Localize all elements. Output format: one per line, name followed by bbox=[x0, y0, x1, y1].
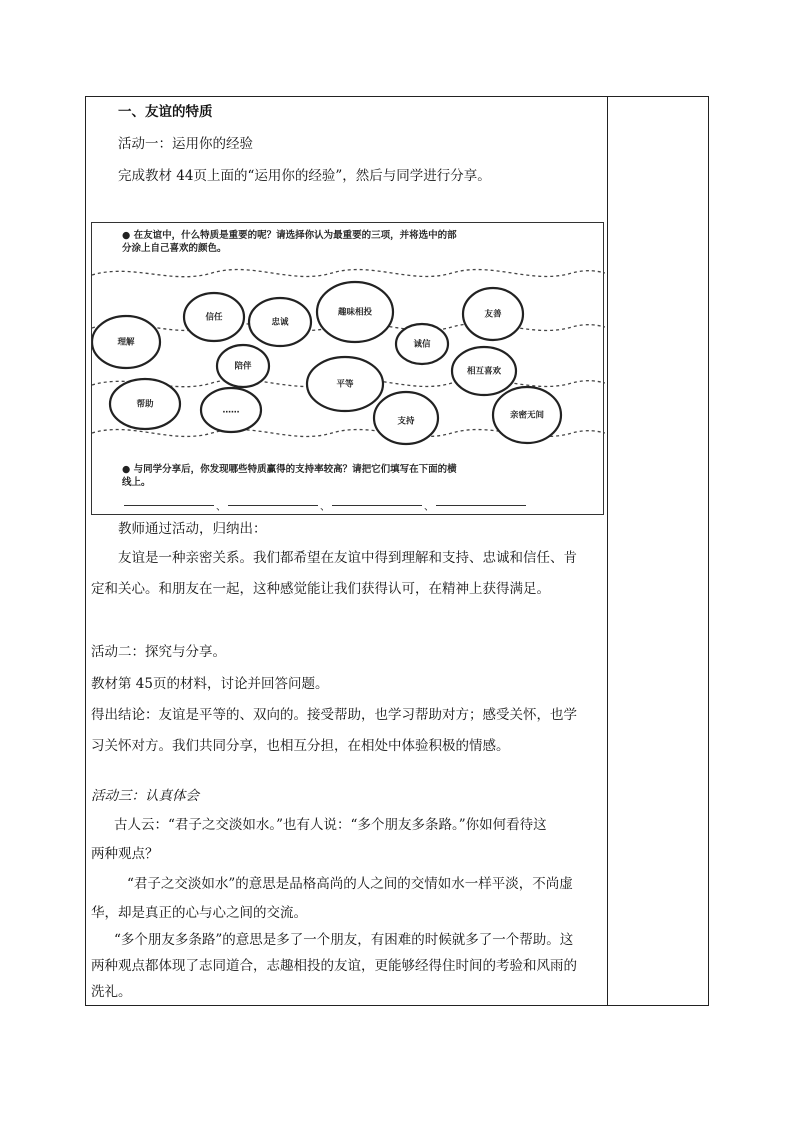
figure-prompt-line2: 线上。 bbox=[122, 477, 151, 488]
answer-blank[interactable] bbox=[124, 505, 214, 506]
teacher-summary-line1: 友谊是一种亲密关系。我们都希望在友谊中得到理解和支持、忠诚和信任、肯 bbox=[118, 550, 577, 566]
answer-blank[interactable] bbox=[436, 505, 526, 506]
bubble-label: 相互喜欢 bbox=[466, 366, 502, 377]
activity3-answer2-line1: “多个朋友多条路”的意思是多了一个朋友，有困难的时候就多了一个帮助。这 bbox=[114, 932, 574, 948]
answer-blank[interactable] bbox=[228, 505, 318, 506]
bubble-label: 理解 bbox=[117, 337, 135, 348]
activity2-title: 活动二：探究与分享。 bbox=[91, 644, 226, 660]
activity3-question-line1: 古人云：“君子之交淡如水。”也有人说：“多个朋友多条路。”你如何看待这 bbox=[114, 817, 547, 833]
activity1-instruction: 完成教材 44页上面的“运用你的经验”，然后与同学进行分享。 bbox=[118, 168, 491, 184]
bubble-label: 帮助 bbox=[136, 399, 154, 410]
activity2-conclusion-line2: 习关怀对方。我们共同分享，也相互分担，在相处中体验积极的情感。 bbox=[91, 738, 510, 754]
section-heading: 一、友谊的特质 bbox=[118, 104, 213, 120]
teacher-summary-intro: 教师通过活动，归纳出： bbox=[118, 521, 267, 537]
wavy-line bbox=[92, 270, 605, 277]
bubble-label: 平等 bbox=[336, 379, 354, 390]
bubble-label: 支持 bbox=[397, 416, 415, 427]
table-column-divider bbox=[607, 96, 608, 1006]
bubble-label: …… bbox=[222, 405, 240, 416]
bubble-label: 诚信 bbox=[413, 339, 431, 350]
blank-separator: 、 bbox=[424, 502, 434, 513]
bubble-label: 亲密无间 bbox=[509, 410, 545, 421]
blank-separator: 、 bbox=[320, 502, 330, 513]
activity3-answer2-line2: 两种观点都体现了志同道合，志趣相投的友谊，更能够经得住时间的考验和风雨的 bbox=[91, 958, 577, 974]
activity2-instruction: 教材第 45页的材料，讨论并回答问题。 bbox=[91, 676, 329, 692]
figure-question-line1: ● 在友谊中，什么特质是重要的呢？请选择你认为最重要的三项，并将选中的部 bbox=[122, 230, 457, 241]
blank-separator: 、 bbox=[216, 502, 226, 513]
bubble-label: 趣味相投 bbox=[337, 307, 373, 318]
bubble-label: 陪伴 bbox=[234, 361, 252, 372]
teacher-summary-line2: 定和关心。和朋友在一起，这种感觉能让我们获得认可，在精神上获得满足。 bbox=[91, 581, 550, 597]
activity1-title: 活动一：运用你的经验 bbox=[118, 136, 253, 152]
friendship-traits-figure bbox=[91, 222, 604, 515]
activity2-conclusion-line1: 得出结论：友谊是平等的、双向的。接受帮助，也学习帮助对方；感受关怀，也学 bbox=[91, 707, 577, 723]
activity3-answer1-line1: “君子之交淡如水”的意思是品格高尚的人之间的交情如水一样平淡，不尚虚 bbox=[127, 876, 573, 892]
bubble-label: 友善 bbox=[484, 309, 502, 320]
activity3-title: 活动三：认真体会 bbox=[91, 788, 199, 804]
activity3-answer1-line2: 华，却是真正的心与心之间的交流。 bbox=[91, 905, 307, 921]
answer-blank[interactable] bbox=[332, 505, 422, 506]
figure-prompt-line1: ● 与同学分享后，你发现哪些特质赢得的支持率较高？请把它们填写在下面的横 bbox=[122, 464, 457, 475]
bubble-label: 忠诚 bbox=[271, 317, 289, 328]
bubble-label: 信任 bbox=[205, 312, 223, 323]
activity3-answer2-line3: 洗礼。 bbox=[91, 984, 132, 1000]
activity3-question-line2: 两种观点？ bbox=[91, 846, 159, 862]
figure-question-line2: 分涂上自己喜欢的颜色。 bbox=[122, 243, 227, 254]
